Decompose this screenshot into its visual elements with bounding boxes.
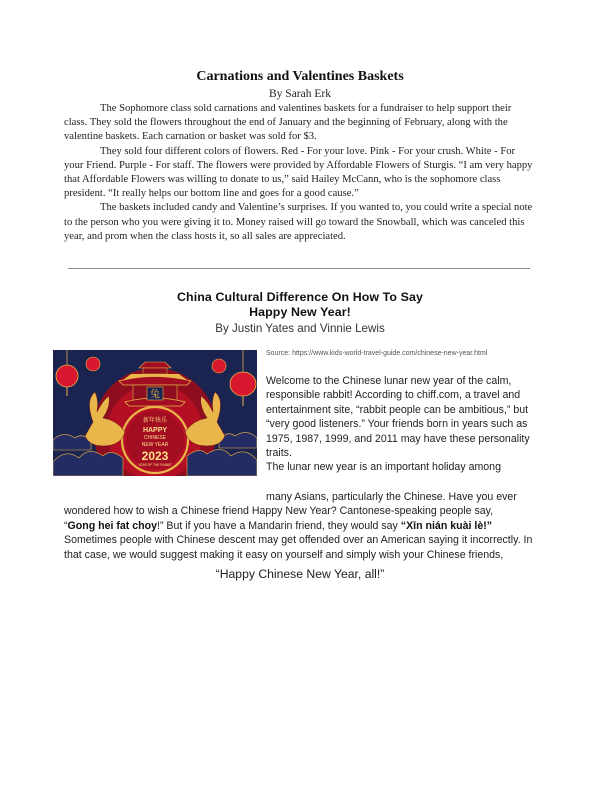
- image-greeting-cn: 新年快乐: [142, 417, 168, 424]
- image-source: Source: https://www.kids-world-travel-guide.com/chinese-new-year.html: [266, 350, 488, 357]
- article-title-line2: Happy New Year!: [249, 305, 351, 319]
- image-year: 2023: [141, 449, 169, 463]
- image-tagline: YEAR OF THE RABBIT: [138, 463, 172, 467]
- article-title-line1: China Cultural Difference On How To Say: [176, 290, 423, 304]
- article-byline: By Justin Yates and Vinnie Lewis: [215, 322, 385, 335]
- article-body: [64, 490, 536, 562]
- closing-greeting: “Happy Chinese New Year, all!”: [215, 567, 385, 581]
- article-paragraph: The baskets included candy and Valentine’s surprises. If you wanted to, you could write a special note to the person who you were giving it to. Money raised will go toward the Snowball, which was canceled this year, and prom when the class hosts it, so all sales are appreciated.: [64, 202, 533, 242]
- article-paragraph: Sometimes people with Chinese descent may get offended over an American saying it incorrectly. In that case, we would suggest making it easy on yourself and simply wish your Chinese friends,: [64, 534, 533, 561]
- article-line: wondered how to wish a Chinese friend Happy New Year? Cantonese-speaking people say,: [64, 505, 494, 518]
- greeting-connector: !” But if you have a Mandarin friend, they would say: [157, 519, 401, 532]
- image-new-year: NEW YEAR: [141, 442, 169, 448]
- article-header-new-year: [64, 290, 536, 336]
- article-byline: By Sarah Erk: [269, 88, 331, 100]
- article-carnations: [64, 68, 536, 244]
- article-paragraph-start: The lunar new year is an important holiday among: [266, 461, 501, 474]
- article-paragraph: They sold four different colors of flowers. Red - For your love. Pink - For your crush. White - For your Friend. Purple - For staff. The flowers were provided by Affordable Flowers of Sturgis. “I am very happy that Affordable Flowers was willing to donate to us,” said Hailey McCann, who is the sophomore class president. “It really helps our bottom line and goes for a good cause.”: [64, 145, 533, 200]
- mandarin-greeting: “Xīn nián kuài lè!”: [400, 519, 493, 532]
- quote-mark: “: [64, 519, 68, 532]
- article-title: Carnations and Valentines Baskets: [196, 69, 404, 84]
- zodiac-character: 兔: [150, 389, 160, 401]
- image-happy: HAPPY: [142, 427, 168, 434]
- greeting-line: [64, 519, 536, 533]
- article-line: many Asians, particularly the Chinese. Have you ever: [266, 491, 517, 503]
- article-intro: [266, 374, 536, 475]
- section-divider: [68, 268, 530, 269]
- article-paragraph: The Sophomore class sold carnations and valentines baskets for a fundraiser to help support their class. They sold the flowers throughout the end of January and the beginning of February, along with the valentine baskets. Each carnation or basket was sold for $3.: [64, 103, 512, 143]
- chinese-new-year-image: [53, 350, 257, 476]
- cantonese-greeting: Gong hei fat choy: [67, 519, 157, 532]
- article-paragraph: Welcome to the Chinese lunar new year of the calm, responsible rabbit! According to chiff.com, a travel and entertainment site, “rabbit people can be ambitious,” but “very good listeners.” Your friends born in years such as 1975, 1987, 1999, and 2011 may have these personality traits.: [266, 375, 530, 460]
- image-chinese: CHINESE: [143, 435, 167, 441]
